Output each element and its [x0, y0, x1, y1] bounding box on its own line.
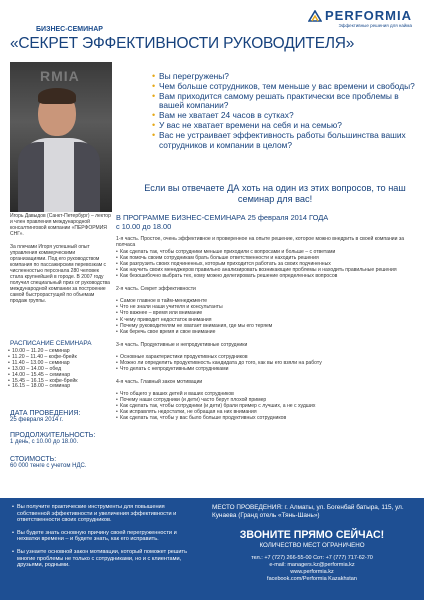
list-item: • Как помочь своим сотрудникам брать больше ответственности и находить решения [116, 255, 421, 261]
questions-list [152, 72, 420, 150]
contacts [212, 555, 412, 583]
list-item: • Как беречь свое время и свое внимание [116, 329, 421, 335]
schedule-row: • 14.00 – 15.45 – семинар [10, 373, 110, 379]
page-title: «СЕКРЕТ ЭФФЕКТИВНОСТИ РУКОВОДИТЕЛЯ» [10, 35, 355, 52]
list-item: • Что не знали наши учителя и консультанты [116, 304, 421, 310]
program-part-1: 1-я часть. Простое, очень эффективное и проверенное на опыте решение, которое можно внедрить в своей компании за полчаса [116, 236, 405, 249]
list-item: • Как научить своих менеджеров правильно анализировать возникающие проблемы и находить правильные решения [116, 267, 421, 273]
question-item: • Вас не устраивает эффективность работы большинства ваших сотрудников и компании в целом? [152, 131, 420, 151]
logo-name: PERFORMIA [325, 8, 412, 23]
duration-label: ПРОДОЛЖИТЕЛЬНОСТЬ: [10, 432, 96, 439]
list-item: • Можно ли определить продуктивность кандидата до того, как вы его взяли на работу [116, 360, 421, 366]
list-item: • Как сделать так, чтобы сотрудники меньше приходили с вопросами и больше – с ответами [116, 249, 421, 255]
call-to-action: Если вы отвечаете ДА хоть на один из этих вопросов, то наш семинар для вас! [144, 183, 406, 204]
program-part-2: 2-я часть. Секрет эффективности [116, 286, 196, 293]
list-item: • Основные характеристики продуктивных сотрудников [116, 354, 421, 360]
list-item: • Как разгрузить своих подчиненных, которым приходится работать за своих подчиненных [116, 261, 421, 267]
benefits-list [12, 504, 192, 575]
list-item: • Почему руководителям не хватает внимания, где мы его теряем [116, 323, 421, 329]
list-item: • Как исправлять недостатки, не обращая на них внимания [116, 409, 421, 415]
list-item: • Как сделать так, чтобы у вас было больше продуктивных сотрудников [116, 415, 421, 421]
benefit-item: • Вы будете знать основную причину своей перегруженности и нехватки времени – и будете знать, как его исправить. [12, 530, 192, 543]
list-item: • Почему наши сотрудники (и дети) часто берут плохой пример [116, 397, 421, 403]
question-item: • Вы перегружены? [152, 72, 420, 82]
date-block [10, 410, 112, 424]
logo-mark-icon [308, 10, 322, 22]
program-part-4: 4-я часть. Главный закон мотивации [116, 378, 203, 385]
list-item: • Как безошибочно выбрать тех, кому можно делегировать решение определенных вопросов [116, 273, 421, 279]
list-item: • Что делать с непродуктивными сотрудниками [116, 366, 421, 372]
question-item: • Вам приходится самому решать практически все проблемы в вашей компании? [152, 92, 420, 112]
website-link[interactable]: www.performia.kz [290, 569, 334, 576]
cost-value: 60 000 тенге с учетом НДС. [10, 463, 87, 469]
schedule-row: • 16.15 – 18.00 – семинар [10, 384, 110, 390]
phone-numbers: тел.: +7 (727) 266-55-00 Сот: +7 (777) 717-62-70 [251, 555, 373, 562]
duration-block [10, 432, 112, 446]
program-part-3: 3-я часть. Продуктивные и непродуктивные сотрудники [116, 341, 248, 348]
list-item: • Что общего у ваших детей и ваших сотрудников [116, 391, 421, 397]
schedule-list [10, 349, 110, 390]
list-item: • Самое главное в тайм-менеджменте [116, 298, 421, 304]
speaker-bio: За плечами Игоря успешный опыт управления коммерческими организациями. Под его руководством компания по пассажирским перевозкам с численностью персонала 280 человек стала крупнейшей в городе. В 2007 году получил специальный приз от руководства международной компании за построение самой быстрорастущей по объемам продаж группы. [10, 244, 110, 304]
speaker-photo [10, 62, 112, 212]
email-link[interactable]: e-mail: managers.kz@performia.kz [269, 562, 355, 569]
date-value: 25 февраля 2014 г. [10, 417, 64, 423]
list-item: • К чему приводит недостаток внимания [116, 317, 421, 323]
facebook-link[interactable]: facebook.com/Performia Kazakhstan [267, 576, 357, 583]
logo-tagline: Эффективные решения для найма [338, 23, 412, 28]
cost-label: СТОИМОСТЬ: [10, 456, 57, 463]
benefit-item: • Вы получите практические инструменты для повышения собственной эффективности и увеличения эффективности и ответственности своих сотрудников. [12, 504, 192, 524]
venue-text: МЕСТО ПРОВЕДЕНИЯ: г. Алматы, ул. Богенбай батыра, 115, ул. Кунаева (Гранд отель «Тянь-Шань») [212, 504, 404, 519]
program-list [116, 234, 421, 421]
photo-background-text: RMIA [40, 68, 80, 84]
question-item: • Чем больше сотрудников, тем меньше у вас времени и свободы? [152, 82, 420, 92]
schedule-row: • 13.00 – 14.00 – обед [10, 367, 110, 373]
schedule-row: • 11.40 – 13.00 – семинар [10, 361, 110, 367]
schedule-row: • 11.20 – 11.40 – кофе-брейк [10, 355, 110, 361]
performia-logo [308, 8, 412, 28]
date-label: ДАТА ПРОВЕДЕНИЯ: [10, 410, 81, 417]
seminar-label: БИЗНЕС-СЕМИНАР [36, 26, 103, 33]
contact-panel [212, 504, 412, 583]
list-item: • Как сделать так, чтобы сотрудники (и дети) брали пример с лучших, а не с худших [116, 403, 421, 409]
schedule-row: • 15.45 – 16.15 – кофе-брейк [10, 379, 110, 385]
program-heading: В ПРОГРАММЕ БИЗНЕС-СЕМИНАРА 25 февраля 2014 ГОДА с 10.00 до 18.00 [116, 214, 421, 231]
speaker-caption: Игорь Давыдов (Санкт-Петербург) – лектор и член правления международной консалтинговой компании «ПЕРФОРМИЯ СНГ». [10, 213, 111, 237]
limited-seats-text: КОЛИЧЕСТВО МЕСТ ОГРАНИЧЕНО [259, 542, 365, 550]
schedule-row: • 10.00 – 11.20 – семинар [10, 349, 110, 355]
duration-value: 1 день, с 10.00 до 18.00. [10, 439, 79, 445]
program-time: с 10.00 до 18.00 [116, 221, 172, 231]
cost-block [10, 456, 112, 470]
benefit-item: • Вы узнаете основной закон мотивации, который поможет решить многие проблемы не только с сотрудниками, но и с клиентами, друзьями, родными. [12, 549, 192, 569]
call-now-heading: ЗВОНИТЕ ПРЯМО СЕЙЧАС! [239, 529, 385, 542]
footer-banner [0, 498, 424, 600]
question-item: • Вам не хватает 24 часов в сутках? [152, 111, 420, 121]
question-item: • У вас не хватает времени на себя и на семью? [152, 121, 420, 131]
list-item: • Что важнее – время или внимание [116, 310, 421, 316]
schedule-title: РАСПИСАНИЕ СЕМИНАРА [10, 340, 92, 347]
